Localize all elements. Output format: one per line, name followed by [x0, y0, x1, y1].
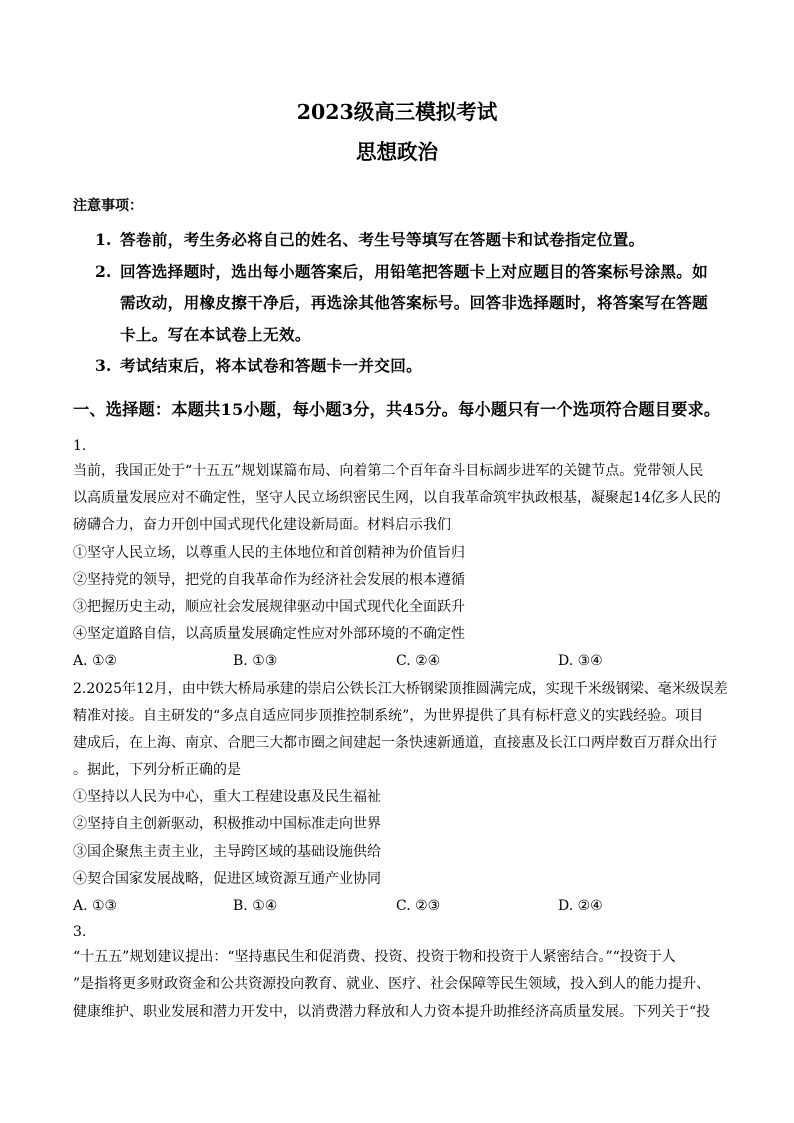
- question-stem-line: “十五五”规划建议提出：“坚持惠民生和促消费、投资、投资于物和投资于人紧密结合。”“投资于人: [73, 949, 676, 966]
- notice-item-text: 回答选择题时，选出每小题答案后，用铅笔把答题卡上对应题目的答案标号涂黑。如: [120, 261, 709, 281]
- page-title: 2023级高三模拟考试: [296, 100, 498, 124]
- notice-item-text: 卡上。写在本试卷上无效。: [120, 324, 311, 344]
- question-stem-line: 精准对接。自主研发的“多点自适应同步顶推控制系统”，为世界提供了具有标杆意义的实践经验。项目: [73, 707, 704, 724]
- notice-item-text: 考试结束后，将本试卷和答题卡一并交回。: [120, 356, 422, 376]
- answer-options: [73, 893, 733, 920]
- option-a: A. ①③: [73, 898, 118, 914]
- statement-line: ②坚持自主创新驱动，积极推动中国标准走向世界: [73, 816, 381, 833]
- notice-item: [0, 350, 794, 382]
- option-c: C. ②③: [396, 898, 441, 914]
- subject-title: 思想政治: [356, 140, 438, 164]
- question-number: 1.: [73, 438, 87, 454]
- statement-line: ④坚定道路自信，以高质量发展确定性应对外部环境的不确定性: [73, 626, 465, 643]
- statement-line: ①坚守人民立场，以尊重人民的主体地位和首创精神为价值旨归: [73, 544, 465, 561]
- question-stem-line: 磅礴合力，奋力开创中国式现代化建设新局面。材料启示我们: [73, 517, 451, 534]
- notice-list: [0, 224, 794, 382]
- notice-item-text: 答卷前，考生务必将自己的姓名、考生号等填写在答题卡和试卷指定位置。: [120, 230, 645, 249]
- question-2: [73, 676, 733, 921]
- notice-heading: 注意事项：: [73, 198, 143, 214]
- question-stem-text: 2025年12月，由中铁大桥局承建的崇启公铁长江大桥钢梁顶推圆满完成，实现千米级钢梁、毫米级误差: [86, 680, 728, 697]
- answer-options: [73, 648, 733, 675]
- option-d: D. ③④: [558, 653, 603, 670]
- question-stem-line: ”是指将更多财政资金和公共资源投向教育、就业、医疗、社会保障等民生领域，投入到人的能力提升、: [73, 976, 711, 993]
- section-heading: 一、选择题：本题共15小题，每小题3分，共45分。每小题只有一个选项符合题目要求。: [73, 400, 721, 419]
- statement-line: ③把握历史主动，顺应社会发展规律驱动中国式现代化全面跃升: [73, 598, 465, 615]
- notice-item-number: 1.: [95, 230, 112, 249]
- question-stem-line: 健康维护、职业发展和潜力开发中，以消费潜力释放和人力资本提升助推经济高质量发展。下列关于“投: [73, 1003, 711, 1020]
- question-3: [73, 920, 733, 1026]
- notice-item: [0, 256, 794, 288]
- question-stem-line: 以高质量发展应对不确定性，坚守人民立场织密民生网，以自我革命筑牢执政根基，凝聚起14亿多人民的: [73, 490, 721, 507]
- notice-item: [0, 224, 794, 256]
- question-number: 2.: [73, 680, 87, 697]
- question-list: [73, 434, 733, 1026]
- notice-item-text: 需改动，用橡皮擦干净后，再选涂其他答案标号。回答非选择题时，将答案写在答题: [120, 293, 709, 313]
- question-1: [73, 434, 733, 676]
- statement-line: ④契合国家发展战略，促进区域资源互通产业协同: [73, 870, 381, 887]
- notice-item-continuation: [0, 319, 794, 351]
- question-stem-line: 当前，我国正处于“十五五”规划谋篇布局、向着第二个百年奋斗目标阔步进军的关键节点。党带领人民: [73, 463, 704, 479]
- notice-item-continuation: [0, 287, 794, 319]
- statement-line: ②坚持党的领导，把党的自我革命作为经济社会发展的根本遵循: [73, 571, 465, 588]
- option-c: C. ②④: [396, 653, 441, 670]
- statement-line: ①坚持以人民为中心，重大工程建设惠及民生福祉: [73, 789, 381, 806]
- option-b: B. ①④: [233, 898, 278, 914]
- statement-line: ③国企聚焦主责主业，主导跨区域的基础设施供给: [73, 843, 381, 860]
- question-stem-line: 建成后，在上海、南京、合肥三大都市圈之间建起一条快速新通道，直接惠及长江口两岸数百万群众出行: [73, 734, 717, 751]
- question-stem-line: [73, 676, 733, 703]
- question-stem-line: 。据此，下列分析正确的是: [73, 762, 241, 779]
- option-a: A. ①②: [73, 653, 118, 670]
- notice-item-number: 2.: [95, 261, 112, 281]
- option-d: D. ②④: [558, 898, 603, 914]
- question-number: 3.: [73, 924, 87, 941]
- notice-item-number: 3.: [95, 356, 112, 376]
- option-b: B. ①③: [233, 653, 278, 670]
